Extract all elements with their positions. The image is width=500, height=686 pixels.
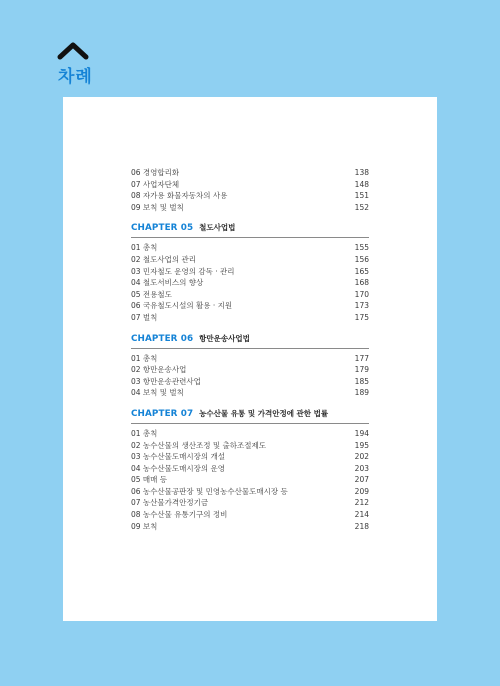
- toc-item-page: 138: [354, 168, 369, 177]
- toc-item-label: 04 철도서비스의 향상: [131, 278, 204, 288]
- toc-item[interactable]: [131, 312, 369, 324]
- toc-item[interactable]: [131, 202, 369, 214]
- toc-item[interactable]: [131, 353, 369, 365]
- toc-item-label: 07 사업자단체: [131, 179, 180, 189]
- toc-item-page: 155: [354, 243, 369, 253]
- chapter-title: 농수산물 유통 및 가격안정에 관한 법률: [199, 408, 329, 418]
- toc-item-page: 168: [354, 278, 369, 288]
- toc-item-page: 207: [354, 475, 369, 485]
- toc-item-label: 06 경영합리화: [131, 168, 180, 177]
- toc-item-label: 03 항만운송관련사업: [131, 376, 201, 386]
- toc-item-label: 04 농수산물도매시장의 운영: [131, 463, 226, 473]
- toc-item-label: 02 철도사업의 관리: [131, 254, 197, 264]
- toc-item[interactable]: [131, 440, 369, 452]
- toc-item[interactable]: [131, 179, 369, 191]
- toc-item[interactable]: [131, 451, 369, 463]
- toc-item-page: 212: [354, 498, 369, 508]
- toc-item-label: 04 보칙 및 벌칙: [131, 388, 184, 398]
- toc-item-label: 06 국유철도시설의 활용 · 지원: [131, 301, 233, 311]
- toc-item-label: 09 보칙: [131, 521, 158, 531]
- toc-item[interactable]: [131, 387, 369, 399]
- toc-item[interactable]: [131, 364, 369, 376]
- toc-item-page: 170: [354, 289, 369, 299]
- toc-item-page: 173: [354, 301, 369, 311]
- toc-item-label: 01 총칙: [131, 428, 158, 438]
- chapter-heading[interactable]: [131, 222, 369, 238]
- toc-item-page: 185: [354, 376, 369, 386]
- toc-item-page: 179: [354, 365, 369, 375]
- toc-item-page: 194: [354, 428, 369, 438]
- toc-item-page: 214: [354, 510, 369, 520]
- table-of-contents: [131, 167, 369, 532]
- toc-item-page: 148: [354, 179, 369, 189]
- header: [56, 40, 90, 60]
- chapter-heading[interactable]: [131, 333, 369, 349]
- chevron-up-icon: [56, 40, 90, 60]
- toc-item-page: 177: [354, 353, 369, 363]
- toc-item[interactable]: [131, 254, 369, 266]
- toc-item[interactable]: [131, 376, 369, 388]
- chapter-heading[interactable]: [131, 408, 369, 424]
- toc-item-label: 01 총칙: [131, 353, 158, 363]
- toc-item-page: 195: [354, 440, 369, 450]
- toc-item-label: 02 농수산물의 생산조정 및 출하조절제도: [131, 440, 266, 450]
- chapter-title: 항만운송사업법: [199, 333, 250, 343]
- chapter-number: CHAPTER 07: [131, 408, 194, 419]
- toc-item[interactable]: [131, 497, 369, 509]
- chapter-items: [131, 353, 369, 399]
- toc-item[interactable]: [131, 463, 369, 475]
- toc-item-label: 01 총칙: [131, 243, 158, 253]
- toc-item[interactable]: [131, 190, 369, 202]
- toc-item-label: 09 보칙 및 벌칙: [131, 202, 184, 212]
- toc-item-page: 151: [354, 191, 369, 201]
- chapter-items: [131, 428, 369, 532]
- toc-item-label: 03 민자철도 운영의 감독 · 관리: [131, 266, 235, 276]
- toc-item-page: 156: [354, 254, 369, 264]
- toc-item-label: 03 농수산물도매시장의 개설: [131, 452, 226, 462]
- toc-item-label: 05 전용철도: [131, 289, 172, 299]
- toc-page: [63, 97, 437, 621]
- toc-item-label: 05 매매 등: [131, 475, 168, 485]
- toc-item-label: 08 자가용 화물자동차의 사용: [131, 191, 228, 201]
- chapter-number: CHAPTER 06: [131, 333, 194, 344]
- toc-item-label: 08 농수산물 유통기구의 정비: [131, 510, 228, 520]
- toc-item-label: 07 농산물가격안정기금: [131, 498, 209, 508]
- page-title: 차례: [58, 67, 93, 87]
- toc-item[interactable]: [131, 242, 369, 254]
- toc-item-page: 202: [354, 452, 369, 462]
- toc-item[interactable]: [131, 428, 369, 440]
- toc-item[interactable]: [131, 521, 369, 533]
- toc-item-page: 209: [354, 486, 369, 496]
- toc-item-label: 06 농수산물공판장 및 민영농수산물도매시장 등: [131, 486, 288, 496]
- toc-item[interactable]: [131, 474, 369, 486]
- toc-item[interactable]: [131, 509, 369, 521]
- intro-items: [131, 167, 369, 213]
- chapter-number: CHAPTER 05: [131, 223, 194, 234]
- toc-item[interactable]: [131, 300, 369, 312]
- toc-item[interactable]: [131, 289, 369, 301]
- chapter-title: 철도사업법: [199, 223, 236, 233]
- toc-item-page: 152: [354, 202, 369, 212]
- toc-item-page: 189: [354, 388, 369, 398]
- toc-item-page: 203: [354, 463, 369, 473]
- toc-item-label: 07 벌칙: [131, 312, 158, 322]
- toc-item-label: 02 항만운송사업: [131, 365, 187, 375]
- toc-item[interactable]: [131, 167, 369, 179]
- toc-item-page: 218: [354, 521, 369, 531]
- chapter-items: [131, 242, 369, 323]
- toc-item[interactable]: [131, 266, 369, 278]
- toc-item[interactable]: [131, 277, 369, 289]
- toc-item[interactable]: [131, 486, 369, 498]
- toc-item-page: 165: [354, 266, 369, 276]
- toc-item-page: 175: [354, 312, 369, 322]
